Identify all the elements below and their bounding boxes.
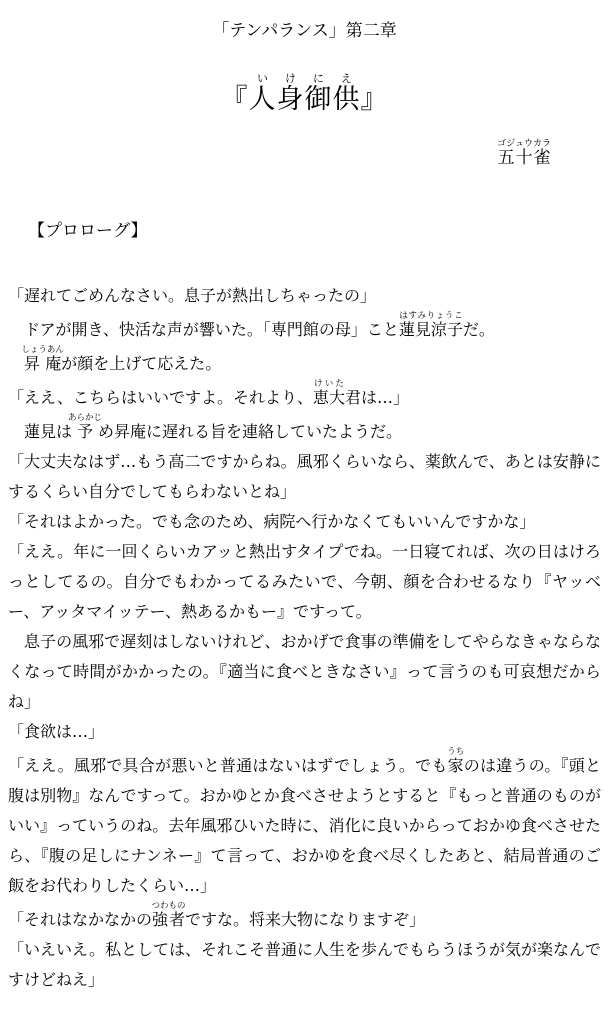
paragraph: 「食欲は…」: [8, 721, 105, 741]
paragraph: 「それはよかった。でも念のため、病院へ行かなくてもいいんですかな」: [8, 511, 536, 531]
series-chapter-heading: 「テンパランス」第二章: [212, 21, 397, 41]
paragraph: 蓮見は予あらかじめ昇庵に遅れる旨を連絡していたようだ。: [8, 412, 403, 441]
paragraph: 「遅れてごめんなさい。息子が熱出しちゃったの」: [8, 285, 377, 305]
title-text-with-furigana: [248, 72, 361, 115]
furigana-ruby: 蓮見涼子はすみりょうこ: [398, 310, 463, 339]
furigana-ruby: 強者つわもの: [151, 900, 186, 929]
furigana-ruby: 昇庵しょうあん: [21, 344, 64, 373]
furigana-ruby: 御に: [304, 72, 333, 115]
paragraph: 「いえいえ。私としては、それこそ普通に人生を歩んでもらうほうが気が楽なんですけどねえ」: [8, 939, 601, 989]
paragraph: 息子の風邪で遅刻はしないけれど、おかげで食事の準備をしてやらなきゃならなくなって時間がかかったの。『適当に食べときなさい』って言うのも可哀想だからね」: [8, 631, 601, 711]
furigana-ruby: 供え: [332, 72, 361, 115]
paragraph: 「ええ。風邪で具合が悪いと普通はないはずでしょう。でも家うちのは違うの。『頭と腹は別物』なんですって。おかゆとか食べさせようとすると『もっと普通のものがいい』っていうのね。去年風邪ひいた時に、消化に良いからっておかゆ食べさせたら、『腹の足しにナンネー』て言って、おかゆを食べ尽くしたあと、結局普通のご飯をお代わりしたくらい…」: [8, 746, 601, 895]
furigana-ruby: 身け: [276, 72, 305, 115]
paragraph: ドアが開き、快活な声が響いた。「専門館の母」こと蓮見涼子はすみりょうこだ。: [8, 310, 495, 339]
story-body: [8, 281, 601, 995]
paragraph: 昇庵しょうあんが顔を上げて応えた。: [21, 344, 222, 373]
paragraph: 「ええ。年に一回くらいカアッと熱出すタイプでね。一日寝てれば、次の日はけろっとしてるの。自分でもわかってるみたいで、今朝、顔を合わせるなり『ヤッベー、アッタマイッテー、熱あるかもー』ですって。: [8, 541, 601, 621]
author-name: [8, 139, 601, 168]
story-title: [8, 72, 601, 117]
paragraph: 「それはなかなかの強者つわものですな。将来大物になりますぞ」: [8, 900, 426, 929]
title-close-bracket: 』: [360, 84, 389, 115]
furigana-ruby: 予あらかじ: [68, 412, 103, 441]
section-label-prologue: 【プロローグ】: [28, 220, 148, 241]
furigana-ruby: 家うち: [447, 746, 465, 775]
paragraph: 「大丈夫なはず…もう高二ですからね。風邪くらいなら、薬飲んで、あとは安静にするくらい自分でしてもらわないとね」: [8, 451, 601, 501]
author-name-with-furigana: 五十雀ゴジュウカラ: [497, 138, 551, 168]
furigana-ruby: 人い: [248, 72, 277, 115]
furigana-ruby: 恵大けいた: [312, 378, 345, 407]
title-open-bracket: 『: [220, 84, 249, 115]
paragraph: 「ええ、こちらはいいですよ。それより、恵大けいた君は…」: [8, 378, 409, 407]
